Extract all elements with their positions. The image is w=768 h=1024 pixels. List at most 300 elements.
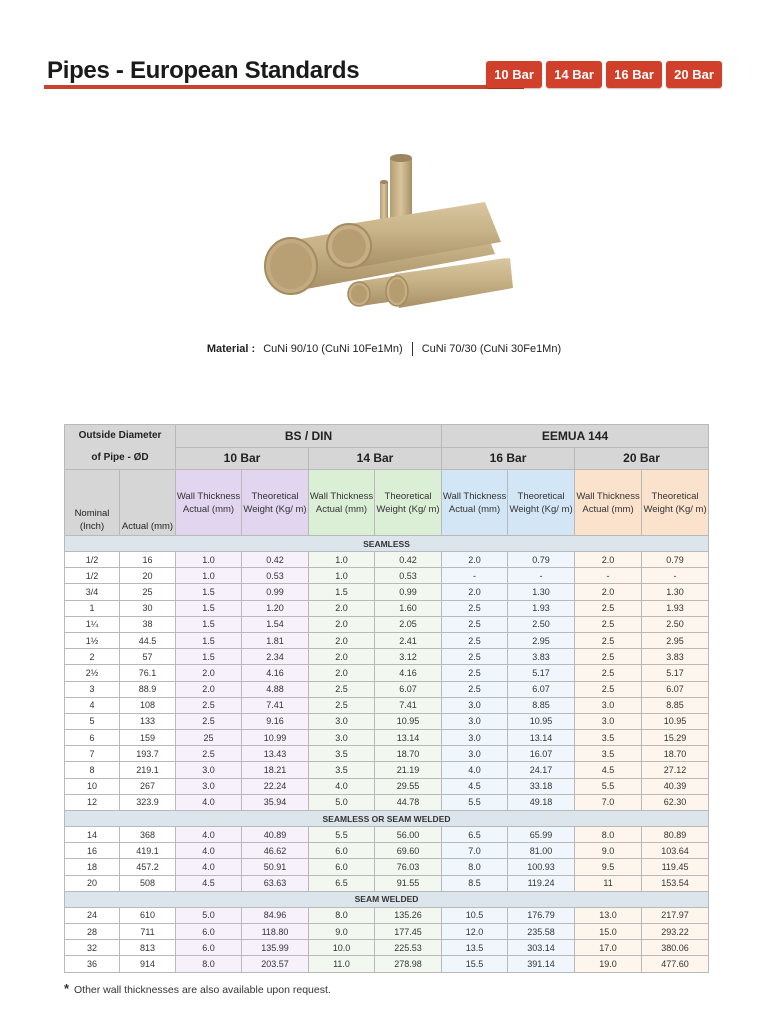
weight-header-20-bar: Theoretical Weight (Kg/ m) [642, 470, 709, 536]
weight-16-bar-cell: 13.14 [508, 730, 575, 746]
wall-20-bar-cell: 3.5 [575, 746, 642, 762]
weight-20-bar-cell: 8.85 [642, 697, 709, 713]
weight-16-bar-cell: 24.17 [508, 762, 575, 778]
wall-14-bar-cell: 6.0 [309, 859, 375, 875]
weight-10-bar-cell: 1.81 [242, 632, 309, 648]
wall-10-bar-cell: 5.0 [176, 907, 242, 923]
wall-10-bar-cell: 4.0 [176, 843, 242, 859]
wall-14-bar-cell: 2.0 [309, 616, 375, 632]
actual-cell: 508 [120, 875, 176, 891]
weight-14-bar-cell: 135.26 [375, 907, 442, 923]
weight-10-bar-cell: 135.99 [242, 940, 309, 956]
weight-14-bar-cell: 76.03 [375, 859, 442, 875]
wall-16-bar-cell: - [442, 568, 508, 584]
weight-16-bar-cell: 391.14 [508, 956, 575, 972]
actual-cell: 88.9 [120, 681, 176, 697]
weight-header-10-bar: Theoretical Weight (Kg/ m) [242, 470, 309, 536]
weight-14-bar-cell: 10.95 [375, 713, 442, 729]
nominal-cell: 16 [65, 843, 120, 859]
wall-14-bar-cell: 2.0 [309, 632, 375, 648]
weight-16-bar-cell: 10.95 [508, 713, 575, 729]
weight-10-bar-cell: 2.34 [242, 649, 309, 665]
weight-16-bar-cell: 65.99 [508, 827, 575, 843]
wall-10-bar-cell: 1.5 [176, 584, 242, 600]
actual-cell: 108 [120, 697, 176, 713]
wall-10-bar-cell: 2.5 [176, 713, 242, 729]
weight-10-bar-cell: 9.16 [242, 713, 309, 729]
weight-14-bar-cell: 177.45 [375, 923, 442, 939]
actual-cell: 368 [120, 827, 176, 843]
wall-10-bar-cell: 4.0 [176, 794, 242, 810]
actual-cell: 813 [120, 940, 176, 956]
wall-16-bar-cell: 7.0 [442, 843, 508, 859]
weight-10-bar-cell: 84.96 [242, 907, 309, 923]
outside-diameter-header [65, 425, 176, 470]
weight-20-bar-cell: 6.07 [642, 681, 709, 697]
nominal-cell: 4 [65, 697, 120, 713]
wall-20-bar-cell: 2.5 [575, 600, 642, 616]
table-row [65, 665, 709, 681]
nominal-cell: 1¼ [65, 616, 120, 632]
weight-10-bar-cell: 63.63 [242, 875, 309, 891]
weight-10-bar-cell: 0.53 [242, 568, 309, 584]
pressure-tab-10-bar[interactable]: 10 Bar [486, 61, 542, 88]
table-row [65, 584, 709, 600]
table-row [65, 616, 709, 632]
standard-eemua-header: EEMUA 144 [442, 425, 709, 448]
nominal-cell: 36 [65, 956, 120, 972]
wall-16-bar-cell: 2.5 [442, 632, 508, 648]
wall-14-bar-cell: 1.0 [309, 552, 375, 568]
wall-20-bar-cell: 2.5 [575, 616, 642, 632]
table-row [65, 697, 709, 713]
weight-16-bar-cell: 100.93 [508, 859, 575, 875]
weight-20-bar-cell: 3.83 [642, 649, 709, 665]
wall-16-bar-cell: 2.0 [442, 552, 508, 568]
section-title: SEAMLESS [65, 536, 709, 552]
wall-14-bar-cell: 3.0 [309, 713, 375, 729]
wall-14-bar-cell: 3.5 [309, 746, 375, 762]
weight-20-bar-cell: 380.06 [642, 940, 709, 956]
nominal-cell: 2½ [65, 665, 120, 681]
wall-16-bar-cell: 13.5 [442, 940, 508, 956]
nominal-cell: 2 [65, 649, 120, 665]
wall-14-bar-cell: 2.0 [309, 600, 375, 616]
wall-10-bar-cell: 2.5 [176, 746, 242, 762]
pressure-header-20-bar: 20 Bar [575, 447, 709, 470]
weight-14-bar-cell: 1.60 [375, 600, 442, 616]
wall-20-bar-cell: 2.5 [575, 681, 642, 697]
wall-10-bar-cell: 25 [176, 730, 242, 746]
weight-14-bar-cell: 3.12 [375, 649, 442, 665]
actual-cell: 159 [120, 730, 176, 746]
wall-16-bar-cell: 2.5 [442, 681, 508, 697]
pressure-header-10-bar: 10 Bar [176, 447, 309, 470]
weight-20-bar-cell: - [642, 568, 709, 584]
actual-cell: 219.1 [120, 762, 176, 778]
wall-16-bar-cell: 4.5 [442, 778, 508, 794]
wall-20-bar-cell: 15.0 [575, 923, 642, 939]
weight-10-bar-cell: 203.57 [242, 956, 309, 972]
weight-16-bar-cell: 176.79 [508, 907, 575, 923]
actual-header: Actual (mm) [120, 470, 176, 536]
pressure-header-16-bar: 16 Bar [442, 447, 575, 470]
wall-20-bar-cell: - [575, 568, 642, 584]
nominal-header: Nominal (Inch) [65, 470, 120, 536]
weight-10-bar-cell: 46.62 [242, 843, 309, 859]
actual-cell: 610 [120, 907, 176, 923]
nominal-cell: 3 [65, 681, 120, 697]
wall-thickness-header-16-bar: Wall Thickness Actual (mm) [442, 470, 508, 536]
weight-16-bar-cell: 119.24 [508, 875, 575, 891]
section-header-row [65, 811, 709, 827]
weight-10-bar-cell: 50.91 [242, 859, 309, 875]
nominal-cell: 14 [65, 827, 120, 843]
weight-16-bar-cell: 33.18 [508, 778, 575, 794]
nominal-cell: 1/2 [65, 552, 120, 568]
wall-20-bar-cell: 8.0 [575, 827, 642, 843]
weight-14-bar-cell: 6.07 [375, 681, 442, 697]
weight-header-16-bar: Theoretical Weight (Kg/ m) [508, 470, 575, 536]
table-row [65, 762, 709, 778]
footnote-asterisk: * [64, 981, 70, 996]
wall-20-bar-cell: 7.0 [575, 794, 642, 810]
wall-20-bar-cell: 3.0 [575, 697, 642, 713]
wall-20-bar-cell: 2.5 [575, 632, 642, 648]
weight-16-bar-cell: 0.79 [508, 552, 575, 568]
table-row [65, 552, 709, 568]
wall-10-bar-cell: 3.0 [176, 778, 242, 794]
table-row [65, 778, 709, 794]
weight-14-bar-cell: 69.60 [375, 843, 442, 859]
section-title: SEAM WELDED [65, 891, 709, 907]
weight-20-bar-cell: 103.64 [642, 843, 709, 859]
wall-20-bar-cell: 3.5 [575, 730, 642, 746]
weight-16-bar-cell: 2.95 [508, 632, 575, 648]
weight-10-bar-cell: 18.21 [242, 762, 309, 778]
wall-16-bar-cell: 3.0 [442, 746, 508, 762]
nominal-cell: 12 [65, 794, 120, 810]
weight-16-bar-cell: 81.00 [508, 843, 575, 859]
wall-20-bar-cell: 2.0 [575, 552, 642, 568]
table-row [65, 940, 709, 956]
weight-20-bar-cell: 119.45 [642, 859, 709, 875]
weight-20-bar-cell: 2.95 [642, 632, 709, 648]
section-header-row [65, 536, 709, 552]
wall-14-bar-cell: 3.5 [309, 762, 375, 778]
actual-cell: 419.1 [120, 843, 176, 859]
wall-20-bar-cell: 9.5 [575, 859, 642, 875]
wall-14-bar-cell: 6.5 [309, 875, 375, 891]
actual-cell: 267 [120, 778, 176, 794]
wall-16-bar-cell: 6.5 [442, 827, 508, 843]
wall-10-bar-cell: 2.5 [176, 697, 242, 713]
weight-20-bar-cell: 5.17 [642, 665, 709, 681]
weight-10-bar-cell: 22.24 [242, 778, 309, 794]
wall-20-bar-cell: 13.0 [575, 907, 642, 923]
wall-14-bar-cell: 1.5 [309, 584, 375, 600]
actual-cell: 323.9 [120, 794, 176, 810]
weight-10-bar-cell: 1.54 [242, 616, 309, 632]
pipe-spec-body [65, 536, 709, 973]
table-row [65, 730, 709, 746]
pipes-image [255, 150, 515, 320]
weight-10-bar-cell: 35.94 [242, 794, 309, 810]
weight-10-bar-cell: 13.43 [242, 746, 309, 762]
weight-10-bar-cell: 7.41 [242, 697, 309, 713]
od-header-line2: of Pipe - ØD [91, 452, 149, 463]
wall-16-bar-cell: 3.0 [442, 730, 508, 746]
table-row [65, 875, 709, 891]
actual-cell: 38 [120, 616, 176, 632]
weight-16-bar-cell: 3.83 [508, 649, 575, 665]
nominal-cell: 1½ [65, 632, 120, 648]
weight-20-bar-cell: 18.70 [642, 746, 709, 762]
wall-10-bar-cell: 4.5 [176, 875, 242, 891]
od-header-line1: Outside Diameter [78, 430, 162, 441]
nominal-cell: 3/4 [65, 584, 120, 600]
weight-14-bar-cell: 2.41 [375, 632, 442, 648]
wall-thickness-header-10-bar: Wall Thickness Actual (mm) [176, 470, 242, 536]
table-row [65, 907, 709, 923]
pressure-tab-16-bar[interactable]: 16 Bar [606, 61, 662, 88]
title-underline [44, 85, 524, 89]
weight-10-bar-cell: 4.88 [242, 681, 309, 697]
wall-20-bar-cell: 19.0 [575, 956, 642, 972]
wall-14-bar-cell: 2.5 [309, 697, 375, 713]
weight-14-bar-cell: 7.41 [375, 697, 442, 713]
weight-16-bar-cell: 6.07 [508, 681, 575, 697]
wall-10-bar-cell: 1.5 [176, 616, 242, 632]
weight-14-bar-cell: 2.05 [375, 616, 442, 632]
wall-14-bar-cell: 8.0 [309, 907, 375, 923]
wall-10-bar-cell: 1.0 [176, 552, 242, 568]
wall-16-bar-cell: 2.5 [442, 649, 508, 665]
weight-20-bar-cell: 1.93 [642, 600, 709, 616]
standard-bs-din-header: BS / DIN [176, 425, 442, 448]
table-row [65, 568, 709, 584]
pressure-tab-14-bar[interactable]: 14 Bar [546, 61, 602, 88]
weight-14-bar-cell: 21.19 [375, 762, 442, 778]
material-separator [412, 342, 413, 356]
page-title: Pipes - European Standards [47, 57, 360, 84]
wall-14-bar-cell: 6.0 [309, 843, 375, 859]
wall-16-bar-cell: 8.0 [442, 859, 508, 875]
weight-16-bar-cell: 49.18 [508, 794, 575, 810]
nominal-cell: 32 [65, 940, 120, 956]
weight-16-bar-cell: 1.30 [508, 584, 575, 600]
wall-16-bar-cell: 12.0 [442, 923, 508, 939]
wall-20-bar-cell: 2.0 [575, 584, 642, 600]
weight-16-bar-cell: 303.14 [508, 940, 575, 956]
actual-cell: 457.2 [120, 859, 176, 875]
table-row [65, 746, 709, 762]
pressure-header-14-bar: 14 Bar [309, 447, 442, 470]
actual-cell: 25 [120, 584, 176, 600]
wall-20-bar-cell: 3.0 [575, 713, 642, 729]
nominal-cell: 1 [65, 600, 120, 616]
footnote-text: Other wall thicknesses are also available upon request. [73, 984, 331, 996]
nominal-cell: 8 [65, 762, 120, 778]
table-row [65, 632, 709, 648]
weight-10-bar-cell: 118.80 [242, 923, 309, 939]
weight-14-bar-cell: 225.53 [375, 940, 442, 956]
section-title: SEAMLESS OR SEAM WELDED [65, 811, 709, 827]
weight-16-bar-cell: 2.50 [508, 616, 575, 632]
weight-10-bar-cell: 10.99 [242, 730, 309, 746]
weight-20-bar-cell: 153.54 [642, 875, 709, 891]
table-row [65, 859, 709, 875]
footnote [64, 981, 331, 996]
weight-14-bar-cell: 18.70 [375, 746, 442, 762]
wall-10-bar-cell: 4.0 [176, 827, 242, 843]
wall-10-bar-cell: 1.5 [176, 600, 242, 616]
actual-cell: 44.5 [120, 632, 176, 648]
weight-16-bar-cell: 1.93 [508, 600, 575, 616]
weight-20-bar-cell: 15.29 [642, 730, 709, 746]
wall-10-bar-cell: 1.0 [176, 568, 242, 584]
wall-14-bar-cell: 2.0 [309, 665, 375, 681]
nominal-cell: 18 [65, 859, 120, 875]
wall-16-bar-cell: 3.0 [442, 697, 508, 713]
weight-20-bar-cell: 0.79 [642, 552, 709, 568]
material-option-90-10: CuNi 90/10 (CuNi 10Fe1Mn) [263, 342, 403, 355]
nominal-cell: 20 [65, 875, 120, 891]
wall-16-bar-cell: 2.5 [442, 600, 508, 616]
wall-20-bar-cell: 9.0 [575, 843, 642, 859]
wall-14-bar-cell: 5.5 [309, 827, 375, 843]
nominal-cell: 6 [65, 730, 120, 746]
weight-16-bar-cell: 235.58 [508, 923, 575, 939]
actual-cell: 914 [120, 956, 176, 972]
actual-cell: 133 [120, 713, 176, 729]
wall-thickness-header-20-bar: Wall Thickness Actual (mm) [575, 470, 642, 536]
weight-14-bar-cell: 0.42 [375, 552, 442, 568]
weight-20-bar-cell: 27.12 [642, 762, 709, 778]
wall-14-bar-cell: 4.0 [309, 778, 375, 794]
wall-14-bar-cell: 9.0 [309, 923, 375, 939]
actual-cell: 30 [120, 600, 176, 616]
table-row [65, 681, 709, 697]
wall-16-bar-cell: 4.0 [442, 762, 508, 778]
table-row [65, 956, 709, 972]
wall-16-bar-cell: 10.5 [442, 907, 508, 923]
wall-20-bar-cell: 2.5 [575, 649, 642, 665]
pressure-tab-20-bar[interactable]: 20 Bar [666, 61, 722, 88]
wall-14-bar-cell: 2.5 [309, 681, 375, 697]
weight-16-bar-cell: - [508, 568, 575, 584]
wall-14-bar-cell: 2.0 [309, 649, 375, 665]
wall-20-bar-cell: 2.5 [575, 665, 642, 681]
nominal-cell: 7 [65, 746, 120, 762]
weight-header-14-bar: Theoretical Weight (Kg/ m) [375, 470, 442, 536]
table-row [65, 923, 709, 939]
wall-10-bar-cell: 6.0 [176, 940, 242, 956]
nominal-cell: 24 [65, 907, 120, 923]
wall-16-bar-cell: 8.5 [442, 875, 508, 891]
wall-16-bar-cell: 15.5 [442, 956, 508, 972]
nominal-cell: 10 [65, 778, 120, 794]
weight-14-bar-cell: 0.53 [375, 568, 442, 584]
actual-cell: 711 [120, 923, 176, 939]
weight-16-bar-cell: 8.85 [508, 697, 575, 713]
weight-10-bar-cell: 0.42 [242, 552, 309, 568]
weight-14-bar-cell: 13.14 [375, 730, 442, 746]
weight-14-bar-cell: 4.16 [375, 665, 442, 681]
wall-10-bar-cell: 3.0 [176, 762, 242, 778]
weight-20-bar-cell: 10.95 [642, 713, 709, 729]
pipe-spec-table [64, 424, 709, 973]
material-option-70-30: CuNi 70/30 (CuNi 30Fe1Mn) [421, 342, 562, 355]
wall-14-bar-cell: 5.0 [309, 794, 375, 810]
wall-16-bar-cell: 2.5 [442, 616, 508, 632]
weight-16-bar-cell: 5.17 [508, 665, 575, 681]
weight-10-bar-cell: 1.20 [242, 600, 309, 616]
actual-cell: 20 [120, 568, 176, 584]
wall-10-bar-cell: 2.0 [176, 681, 242, 697]
table-row [65, 827, 709, 843]
pressure-tabs [486, 61, 722, 88]
wall-20-bar-cell: 5.5 [575, 778, 642, 794]
wall-20-bar-cell: 4.5 [575, 762, 642, 778]
table-row [65, 843, 709, 859]
weight-10-bar-cell: 4.16 [242, 665, 309, 681]
wall-10-bar-cell: 4.0 [176, 859, 242, 875]
wall-thickness-header-14-bar: Wall Thickness Actual (mm) [309, 470, 375, 536]
wall-20-bar-cell: 17.0 [575, 940, 642, 956]
table-row [65, 649, 709, 665]
weight-20-bar-cell: 217.97 [642, 907, 709, 923]
weight-14-bar-cell: 56.00 [375, 827, 442, 843]
weight-14-bar-cell: 91.55 [375, 875, 442, 891]
wall-10-bar-cell: 1.5 [176, 632, 242, 648]
weight-20-bar-cell: 40.39 [642, 778, 709, 794]
wall-10-bar-cell: 6.0 [176, 923, 242, 939]
weight-14-bar-cell: 29.55 [375, 778, 442, 794]
table-row [65, 600, 709, 616]
weight-14-bar-cell: 44.78 [375, 794, 442, 810]
weight-20-bar-cell: 293.22 [642, 923, 709, 939]
wall-16-bar-cell: 2.5 [442, 665, 508, 681]
actual-cell: 57 [120, 649, 176, 665]
wall-14-bar-cell: 11.0 [309, 956, 375, 972]
nominal-cell: 1/2 [65, 568, 120, 584]
actual-cell: 193.7 [120, 746, 176, 762]
nominal-cell: 28 [65, 923, 120, 939]
actual-cell: 16 [120, 552, 176, 568]
actual-cell: 76.1 [120, 665, 176, 681]
weight-20-bar-cell: 80.89 [642, 827, 709, 843]
section-header-row [65, 891, 709, 907]
wall-14-bar-cell: 1.0 [309, 568, 375, 584]
wall-10-bar-cell: 8.0 [176, 956, 242, 972]
weight-16-bar-cell: 16.07 [508, 746, 575, 762]
wall-14-bar-cell: 3.0 [309, 730, 375, 746]
wall-20-bar-cell: 11 [575, 875, 642, 891]
weight-20-bar-cell: 2.50 [642, 616, 709, 632]
wall-10-bar-cell: 2.0 [176, 665, 242, 681]
weight-10-bar-cell: 40.89 [242, 827, 309, 843]
nominal-cell: 5 [65, 713, 120, 729]
weight-20-bar-cell: 62.30 [642, 794, 709, 810]
wall-16-bar-cell: 2.0 [442, 584, 508, 600]
weight-14-bar-cell: 0.99 [375, 584, 442, 600]
weight-14-bar-cell: 278.98 [375, 956, 442, 972]
table-row [65, 794, 709, 810]
weight-10-bar-cell: 0.99 [242, 584, 309, 600]
weight-20-bar-cell: 477.60 [642, 956, 709, 972]
table-row [65, 713, 709, 729]
